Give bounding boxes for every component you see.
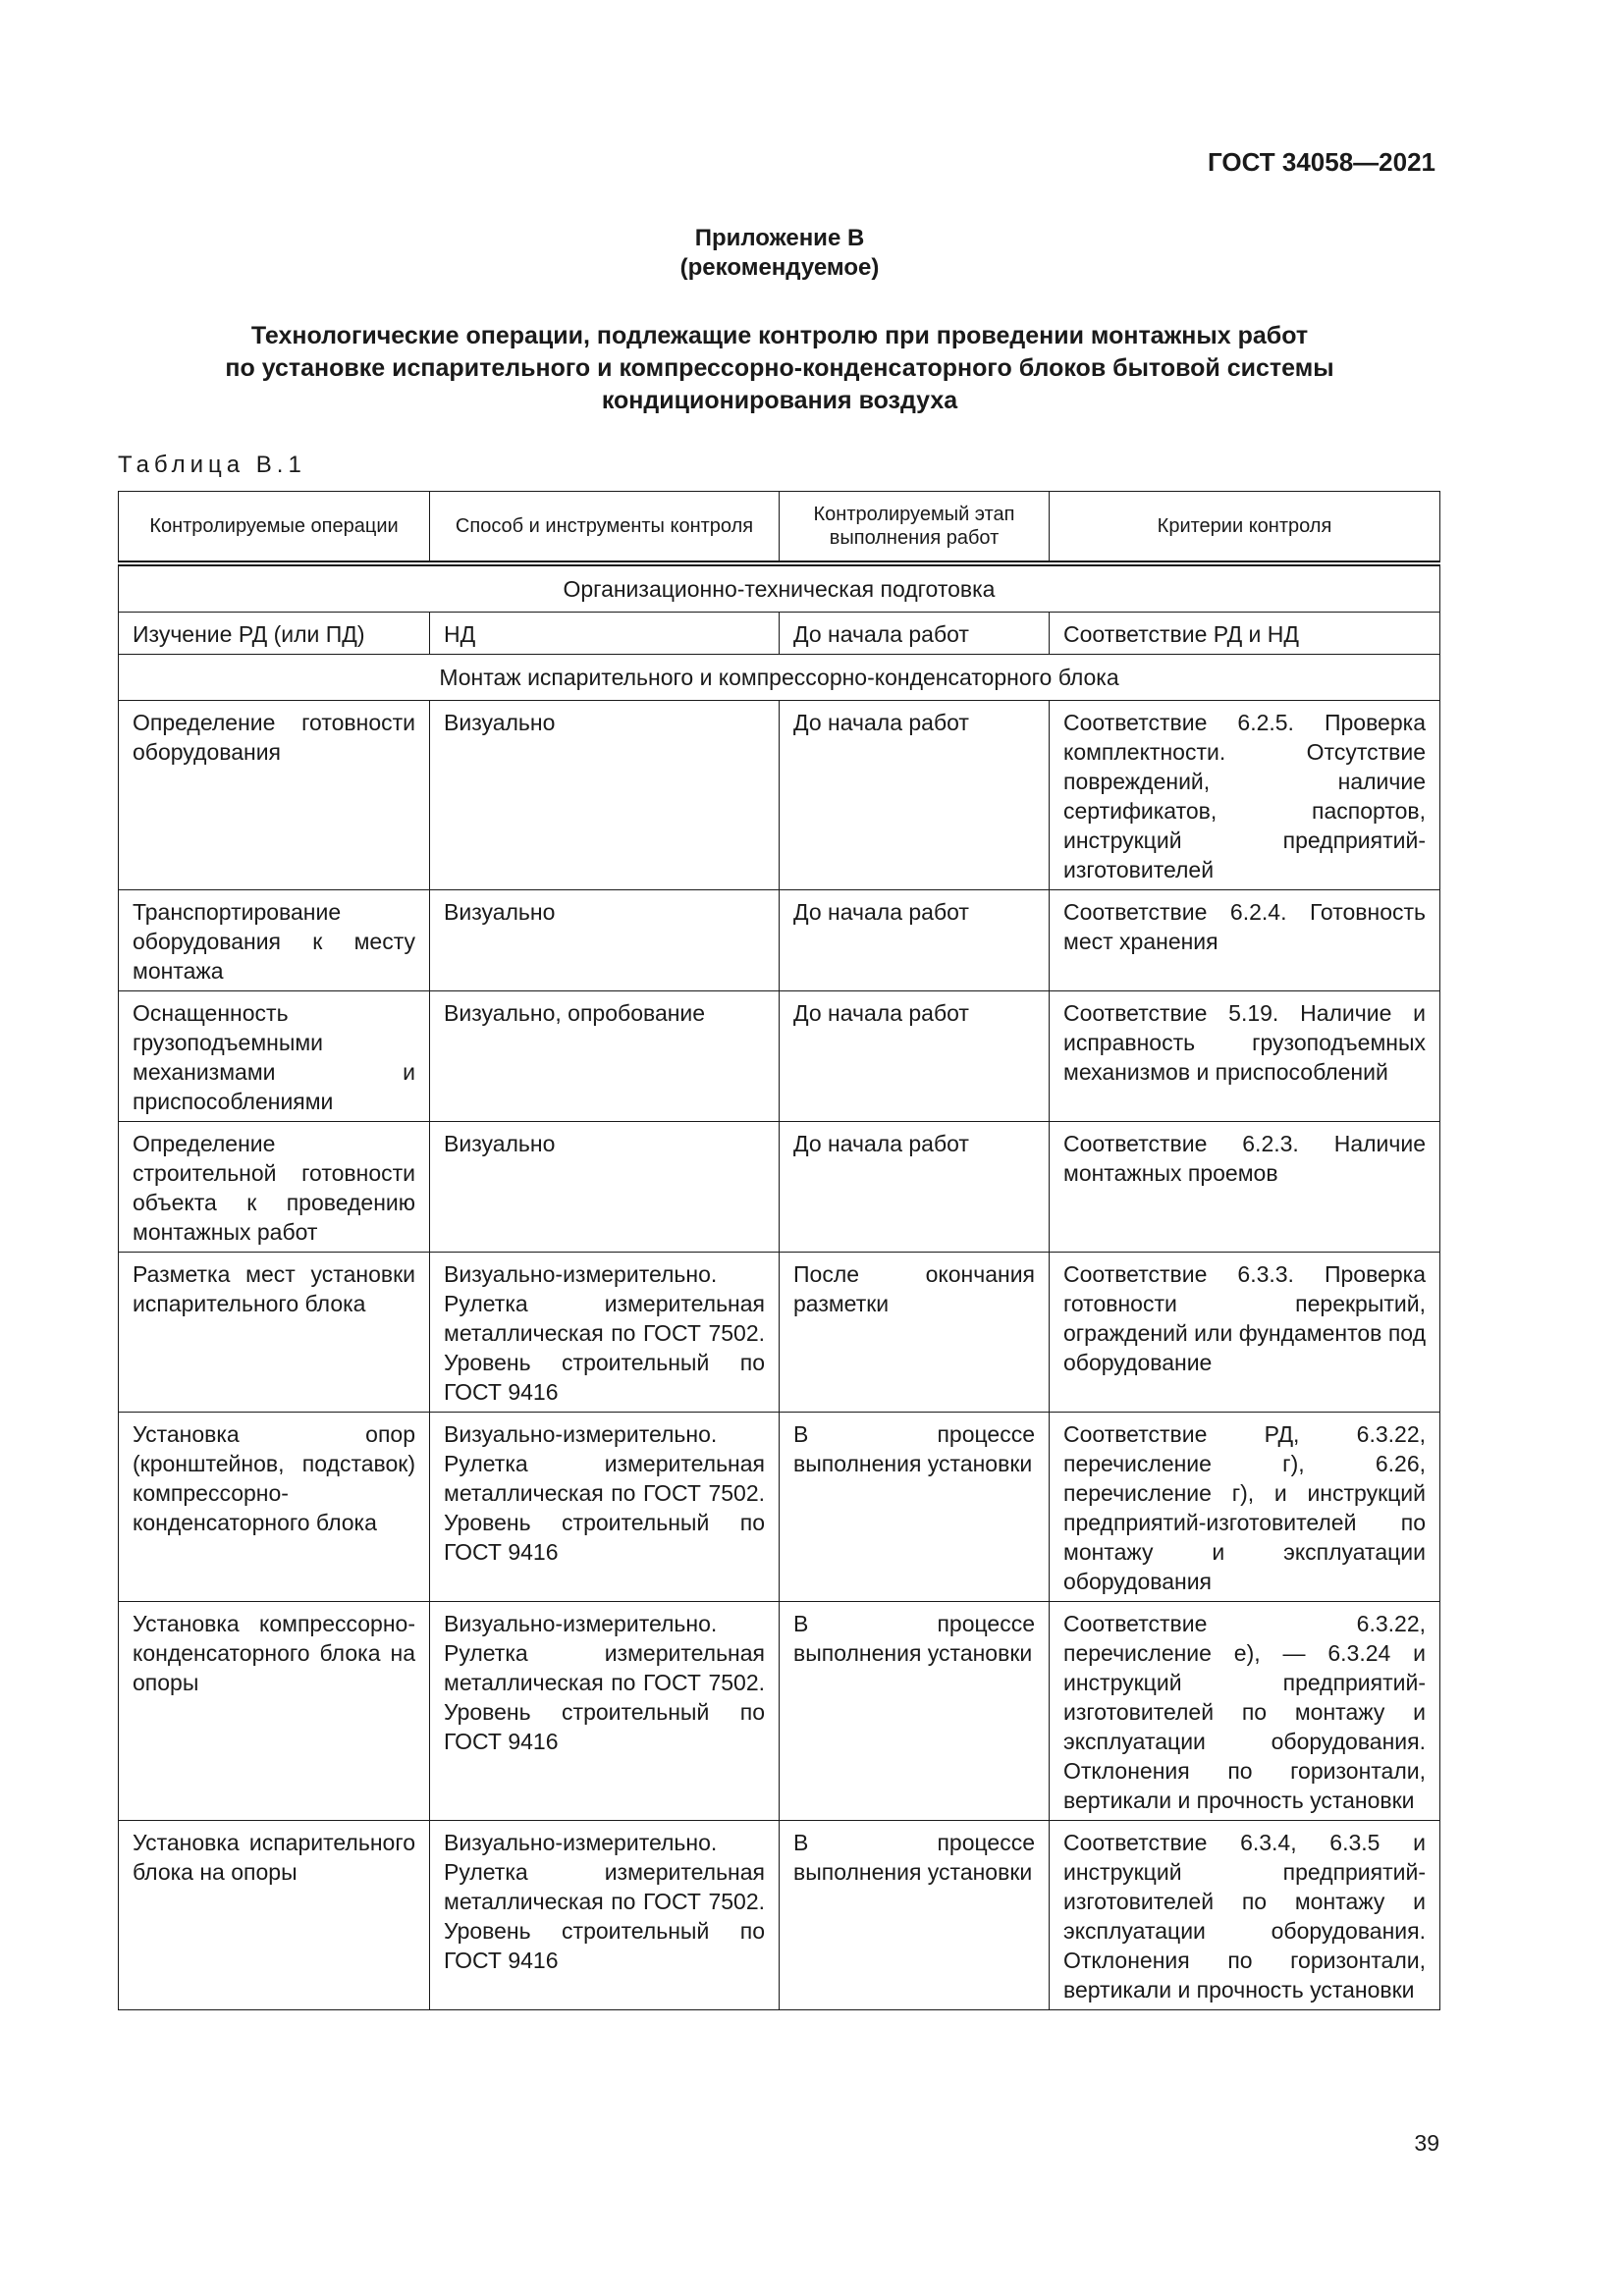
table-row xyxy=(119,1602,1440,1821)
appendix-title: Приложение В xyxy=(694,225,865,251)
table-header-row xyxy=(119,492,1440,564)
column-header-stage: Контролируемый этап выполнения работ xyxy=(780,492,1050,564)
cell-method: Визуально-измерительно. Рулетка измерительная металлическая по ГОСТ 7502. Уровень строительный по ГОСТ 9416 xyxy=(430,1253,780,1413)
table-row xyxy=(119,991,1440,1122)
cell-stage: До начала работ xyxy=(780,613,1050,655)
cell-operation: Изучение РД (или ПД) xyxy=(119,613,430,655)
table-row xyxy=(119,1821,1440,2010)
table-row xyxy=(119,1413,1440,1602)
table-row xyxy=(119,613,1440,655)
cell-operation: Определение готовности оборудования xyxy=(119,701,430,890)
cell-method: Визуально-измерительно. Рулетка измерительная металлическая по ГОСТ 7502. Уровень строительный по ГОСТ 9416 xyxy=(430,1602,780,1821)
cell-stage: До начала работ xyxy=(780,1122,1050,1253)
page-number: 39 xyxy=(1414,2130,1439,2156)
cell-criteria: Соответствие 6.2.4. Готовность мест хранения xyxy=(1050,890,1440,991)
title-line: кондиционирования воздуха xyxy=(601,387,958,414)
cell-operation: Транспортирование оборудования к месту монтажа xyxy=(119,890,430,991)
cell-criteria: Соответствие 6.3.3. Проверка готовности перекрытий, ограждений или фундаментов под оборудование xyxy=(1050,1253,1440,1413)
table-row xyxy=(119,1122,1440,1253)
document-code: ГОСТ 34058—2021 xyxy=(1208,147,1435,177)
cell-operation: Установка компрессорно-конденсаторного блока на опоры xyxy=(119,1602,430,1821)
cell-criteria: Соответствие 6.2.5. Проверка комплектности. Отсутствие повреждений, наличие сертификатов, паспортов, инструкций предприятий-изготовителей xyxy=(1050,701,1440,890)
table-row xyxy=(119,1253,1440,1413)
section-row xyxy=(119,655,1440,701)
cell-criteria: Соответствие 6.3.22, перечисление е), — 6.3.24 и инструкций предприятий-изготовителей по монтажу и эксплуатации оборудования. Отклонения по горизонтали, вертикали и прочность установки xyxy=(1050,1602,1440,1821)
cell-criteria: Соответствие РД, 6.3.22, перечисление г), 6.26, перечисление г), и инструкций предприятий-изготовителей по монтажу и эксплуатации оборудования xyxy=(1050,1413,1440,1602)
cell-operation: Оснащенность грузоподъемными механизмами и приспособлениями xyxy=(119,991,430,1122)
title-line: по установке испарительного и компрессорно-конденсаторного блоков бытовой системы xyxy=(225,354,1334,382)
document-title xyxy=(0,320,1559,417)
cell-stage: В процессе выполнения установки xyxy=(780,1602,1050,1821)
cell-operation: Установка испарительного блока на опоры xyxy=(119,1821,430,2010)
title-line: Технологические операции, подлежащие контролю при проведении монтажных работ xyxy=(250,322,1309,349)
cell-stage: До начала работ xyxy=(780,701,1050,890)
cell-criteria: Соответствие РД и НД xyxy=(1050,613,1440,655)
column-header-criteria: Критерии контроля xyxy=(1050,492,1440,564)
cell-operation: Установка опор (кронштейнов, подставок) компрессорно-конденсаторного блока xyxy=(119,1413,430,1602)
cell-method: Визуально-измерительно. Рулетка измерительная металлическая по ГОСТ 7502. Уровень строительный по ГОСТ 9416 xyxy=(430,1821,780,2010)
control-operations-table xyxy=(118,491,1440,2010)
cell-method: Визуально, опробование xyxy=(430,991,780,1122)
table-row xyxy=(119,701,1440,890)
section-title: Организационно-техническая подготовка xyxy=(119,563,1440,613)
table-label: Таблица В.1 xyxy=(118,452,306,478)
appendix-status: (рекомендуемое) xyxy=(679,254,880,281)
cell-method: Визуально xyxy=(430,701,780,890)
cell-method: Визуально xyxy=(430,890,780,991)
column-header-method: Способ и инструменты контроля xyxy=(430,492,780,564)
cell-stage: После окончания разметки xyxy=(780,1253,1050,1413)
column-header-operations: Контролируемые операции xyxy=(119,492,430,564)
section-title: Монтаж испарительного и компрессорно-конденсаторного блока xyxy=(119,655,1440,701)
cell-stage: До начала работ xyxy=(780,890,1050,991)
cell-method: Визуально-измерительно. Рулетка измерительная металлическая по ГОСТ 7502. Уровень строительный по ГОСТ 9416 xyxy=(430,1413,780,1602)
cell-criteria: Соответствие 5.19. Наличие и исправность грузоподъемных механизмов и приспособлений xyxy=(1050,991,1440,1122)
cell-stage: В процессе выполнения установки xyxy=(780,1821,1050,2010)
cell-criteria: Соответствие 6.2.3. Наличие монтажных проемов xyxy=(1050,1122,1440,1253)
cell-method: Визуально xyxy=(430,1122,780,1253)
cell-operation: Определение строительной готовности объекта к проведению монтажных работ xyxy=(119,1122,430,1253)
section-row xyxy=(119,563,1440,613)
appendix-heading xyxy=(0,224,1559,283)
cell-operation: Разметка мест установки испарительного блока xyxy=(119,1253,430,1413)
cell-stage: В процессе выполнения установки xyxy=(780,1413,1050,1602)
cell-criteria: Соответствие 6.3.4, 6.3.5 и инструкций предприятий-изготовителей по монтажу и эксплуатации оборудования. Отклонения по горизонтали, вертикали и прочность установки xyxy=(1050,1821,1440,2010)
cell-method: НД xyxy=(430,613,780,655)
table-row xyxy=(119,890,1440,991)
cell-stage: До начала работ xyxy=(780,991,1050,1122)
